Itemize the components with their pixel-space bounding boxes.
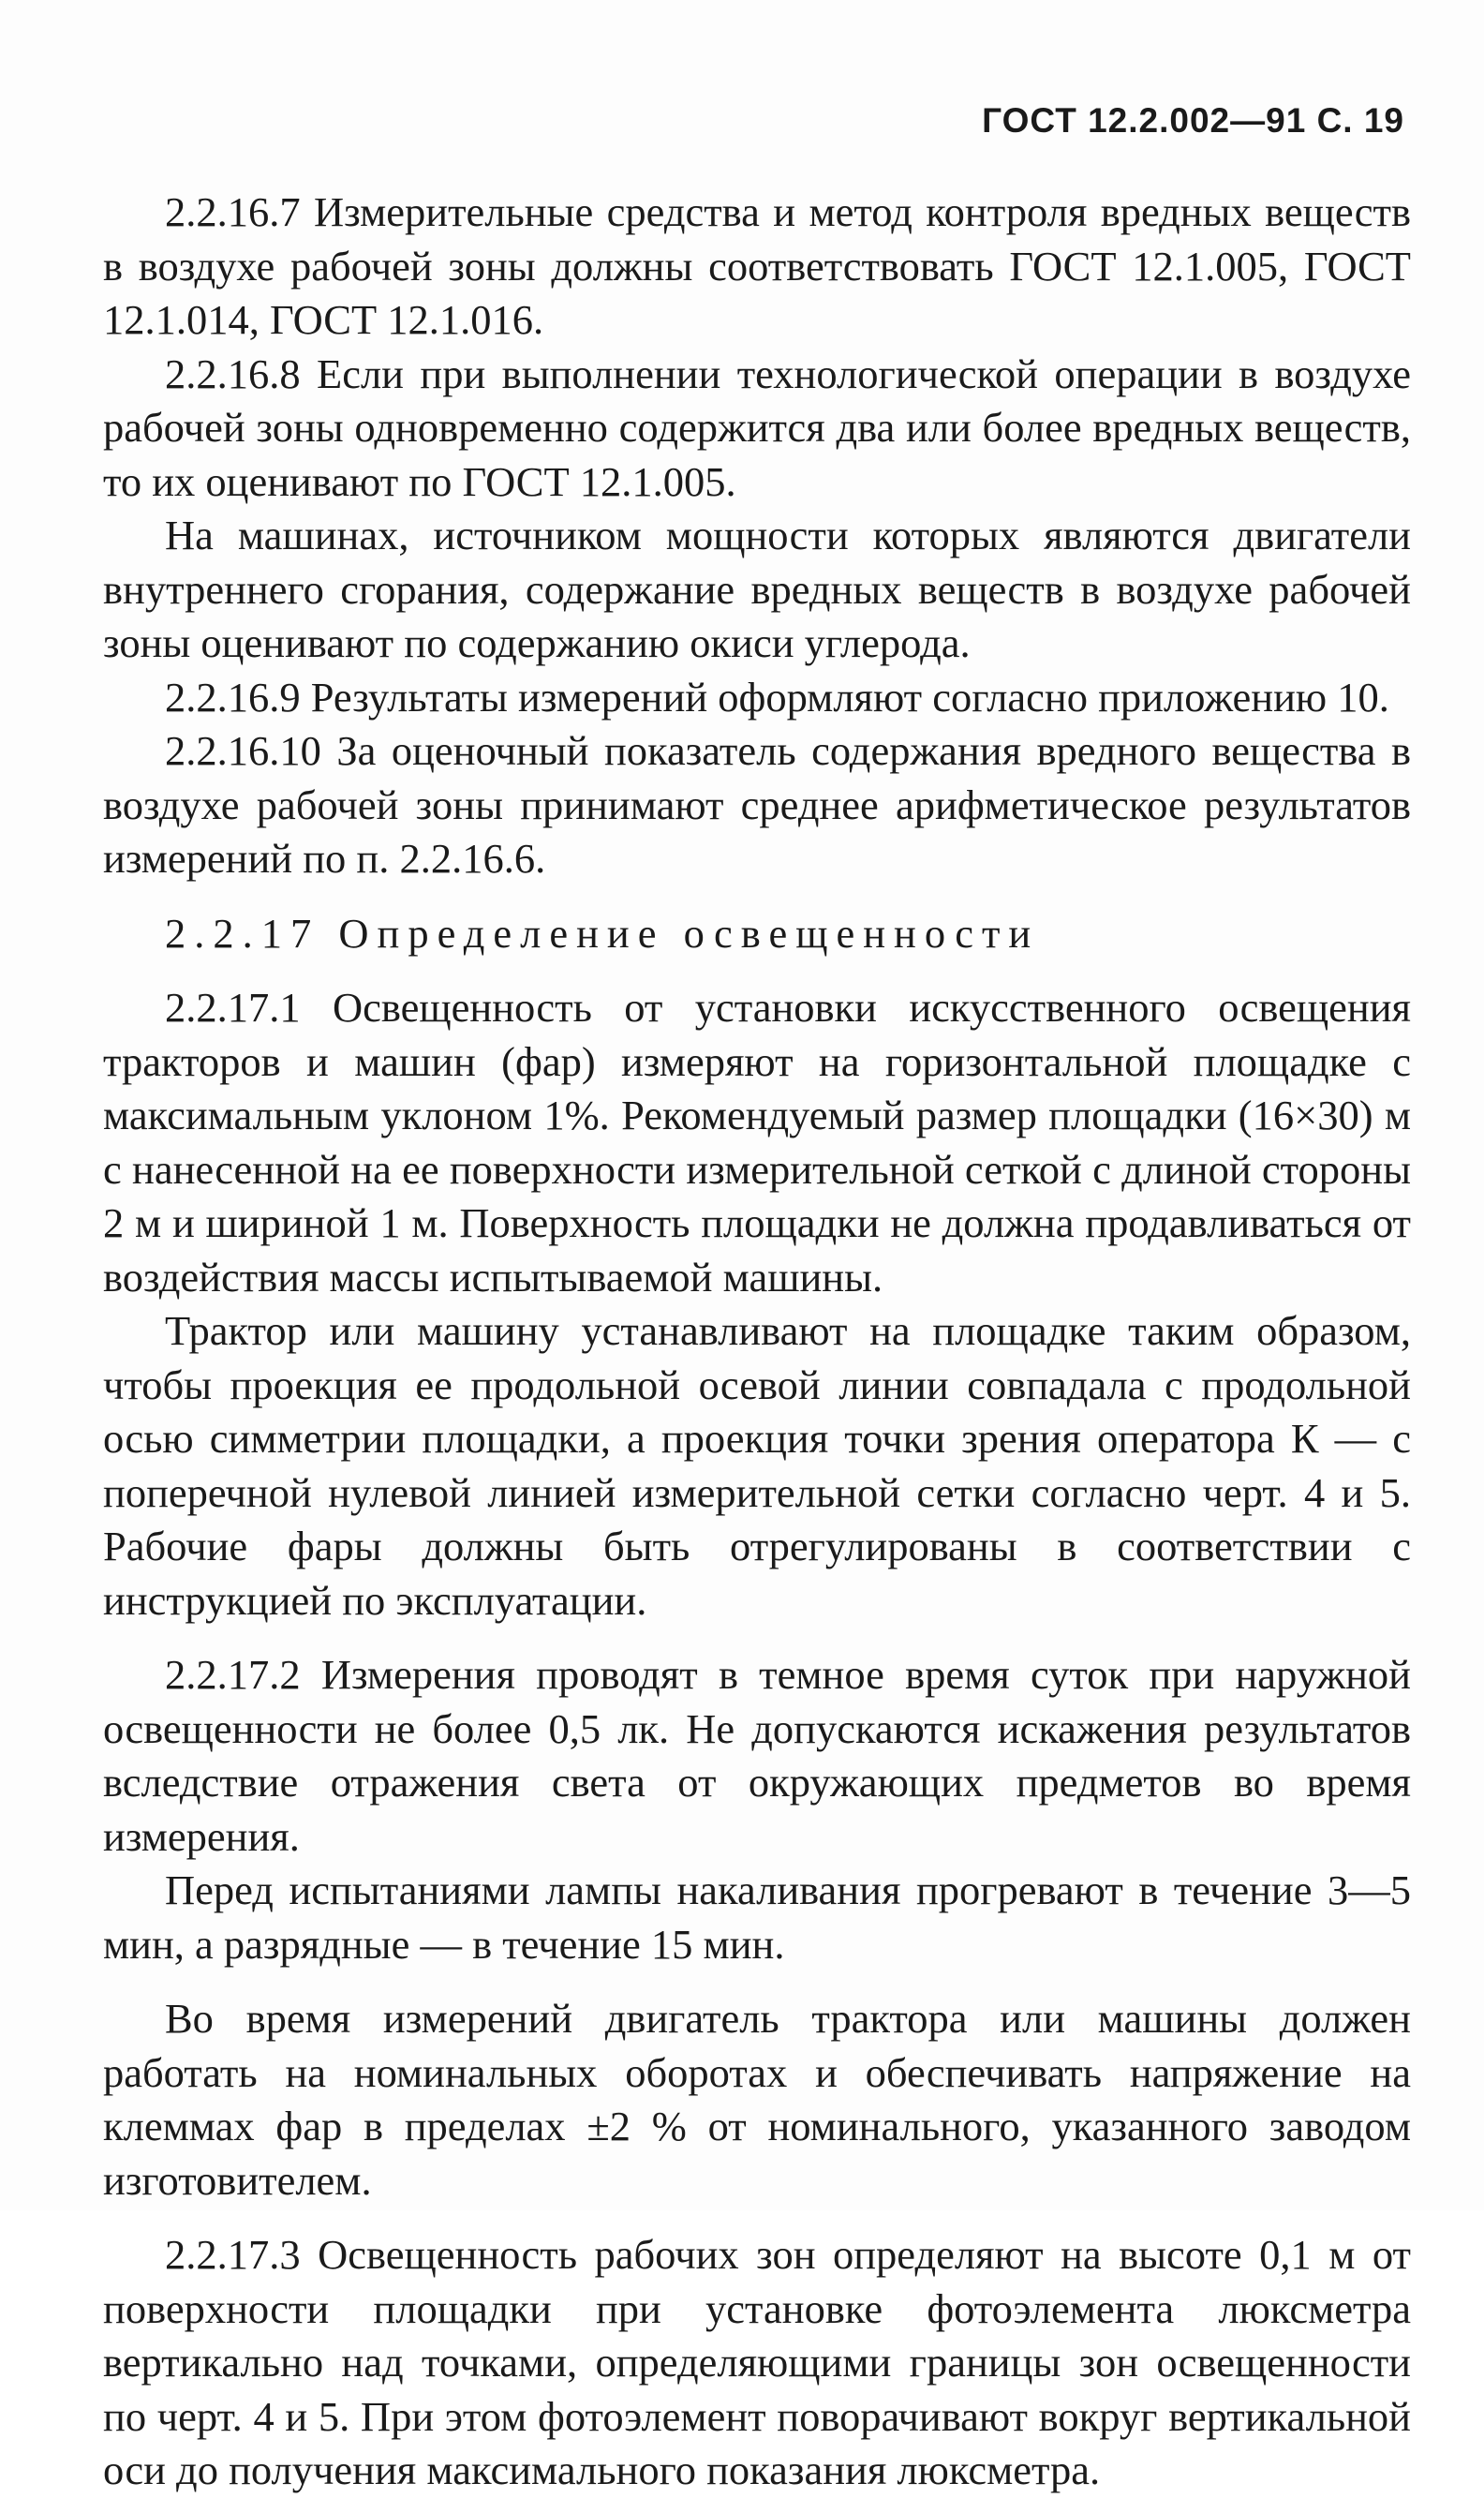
page-header: ГОСТ 12.2.002—91 С. 19 [982, 101, 1404, 140]
paragraph: Во время измерений двигатель трактора или машины должен работать на номинальных оборотах и обеспечивать напряжение на клеммах фар в пределах ±2 % от номинального, указанного заводом изготовителем. [103, 1995, 1411, 2204]
document-body [103, 186, 1411, 2498]
paragraph: 2.2.17.2 Измерения проводят в темное время суток при наружной освещенности не более 0,5 лк. Не допускаются искажения результатов вследствие отражения света от окружающих предметов во время измерения. [103, 1651, 1411, 1860]
paragraph: Трактор или машину устанавливают на площадке таким образом, чтобы проекция ее продольной осевой линии совпадала с продольной осью симметрии площадки, а проекция точки зрения оператора К — с поперечной нулевой линией измерительной сетки согласно черт. 4 и 5. Рабочие фары должны быть отрегулированы в соответствии с инструкцией по эксплуатации. [103, 1307, 1411, 1624]
paragraph: 2.2.16.7 Измерительные средства и метод контроля вредных веществ в воздухе рабочей зоны должны соответствовать ГОСТ 12.1.005, ГОСТ 12.1.014, ГОСТ 12.1.016. [103, 188, 1411, 343]
paragraph: 2.2.16.10 За оценочный показатель содержания вредного вещества в воздухе рабочей зоны принимают среднее арифметическое результатов измерений по п. 2.2.16.6. [103, 727, 1411, 882]
section-title: 2.2.17 Определение освещенности [165, 909, 1040, 957]
paragraph: 2.2.16.9 Результаты измерений оформляют согласно приложению 10. [165, 673, 1389, 721]
paragraph: 2.2.17.1 Освещенность от установки искусственного освещения тракторов и машин (фар) измеряют на горизонтальной площадке с максимальным уклоном 1%. Рекомендуемый размер площадки (16×30) м с нанесенной на ее поверхности измерительной сеткой с длиной стороны 2 м и шириной 1 м. Поверхность площадки не должна продавливаться от воздействия массы испытываемой машины. [103, 984, 1411, 1301]
paragraph: 2.2.16.8 Если при выполнении технологической операции в воздухе рабочей зоны одновременно содержится два или более вредных веществ, то их оценивают по ГОСТ 12.1.005. [103, 349, 1411, 505]
paragraph: 2.2.17.3 Освещенность рабочих зон определяют на высоте 0,1 м от поверхности площадки при установке фотоэлемента люксметра вертикально над точками, определяющими границы зон освещенности по черт. 4 и 5. При этом фотоэлемент поворачивают вокруг вертикальной оси до получения максимального показания люксметра. [103, 2231, 1411, 2493]
paragraph: На машинах, источником мощности которых являются двигатели внутреннего сгорания, содержание вредных веществ в воздухе рабочей зоны оценивают по содержанию окиси углерода. [103, 512, 1411, 666]
paragraph: Перед испытаниями лампы накаливания прогревают в течение 3—5 мин, а разрядные — в течение 15 мин. [103, 1866, 1411, 1968]
